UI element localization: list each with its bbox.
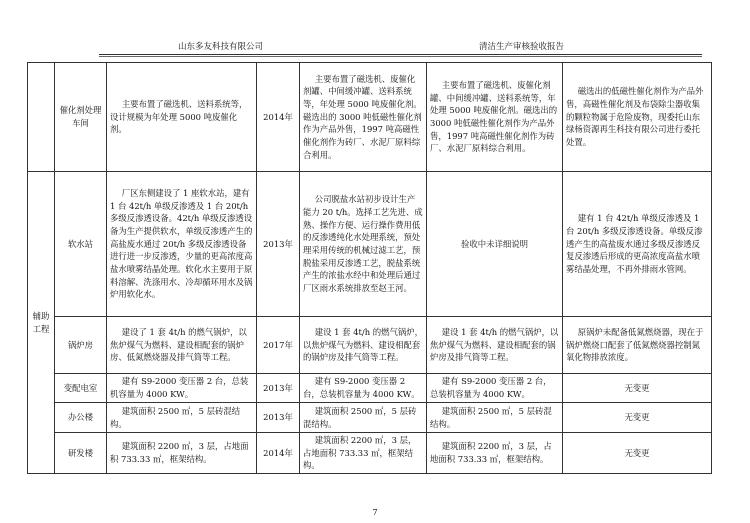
header-report-title: 清洁生产审核验收报告 [479, 42, 565, 52]
row-content: 厂区东侧建设了 1 座软水站，建有 1 台 42t/h 单级反渗透及 1 台 20t/h 多级反渗透设备。42t/h 单级反渗透设备为生产提供软水，单级反渗透产生的高盐废水通过 20t/h 多级反渗透设备进行进一步反渗透，少量的更高浓度高盐水喷雾结晶处理。软化水主要用于原料溶解、洗涤用水、冷却循环用水及锅炉用软化水。 [107, 172, 257, 317]
row-acceptance: 建有 S9-2000 变压器 2 台，总装机容量为 4000 KW。 [427, 374, 563, 403]
page-number: 7 [372, 508, 378, 517]
row-change: 磁选出的低磁性催化剂作为产品外售，高磁性催化剂及布袋除尘器收集的颗粒物属于危险废物，现委托山东绿杨资源再生科技有限公司进行委托处置。 [563, 63, 712, 172]
row-year: 2013年 [257, 403, 300, 433]
header-rule-thin [99, 56, 702, 57]
row-content: 建筑面积 2500 ㎡，5 层砖混结构。 [107, 403, 257, 433]
row-name: 研发楼 [55, 433, 107, 474]
row-content: 建筑面积 2200 ㎡，3 层，占地面积 733.33 ㎡，框架结构。 [107, 433, 257, 474]
row-acceptance: 建筑面积 2500 ㎡，5 层砖混结构。 [427, 403, 563, 433]
row-name: 催化剂处理车间 [55, 63, 107, 172]
row-audit: 公司脱盐水站初步设计生产能力 20 t/h。选择工艺先进、成熟、操作方便、运行操作费用低的反渗透纯化水处理系统，预处理采用传统的机械过滤工艺，预脱盐采用反渗透工艺，脱盐系统产生的浓盐水经中和处理后通过厂区雨水系统排放至赵王河。 [300, 172, 427, 317]
project-table [27, 62, 712, 474]
table-row [28, 374, 712, 403]
row-name: 办公楼 [55, 403, 107, 433]
row-acceptance: 建筑面积 2200 ㎡，3 层，占地面积 733.33 ㎡，框架结构。 [427, 433, 563, 474]
row-content: 主要布置了磁选机、送料系统等，设计规模为年处理 5000 吨废催化剂。 [107, 63, 257, 172]
table-row [28, 172, 712, 317]
row-year: 2013年 [257, 172, 300, 317]
row-change: 原锅炉未配备低氮燃烧器，现在于锅炉燃烧口配套了低氮燃烧器控制氮氧化物排放浓度。 [563, 317, 712, 374]
table-row [28, 433, 712, 474]
row-name: 软水站 [55, 172, 107, 317]
row-change: 无变更 [563, 403, 712, 433]
row-name: 锅炉房 [55, 317, 107, 374]
header-rule [99, 54, 702, 55]
row-year: 2017年 [257, 317, 300, 374]
category-cell-empty [28, 63, 55, 172]
row-change: 建有 1 台 42t/h 单级反渗透及 1 台 20t/h 多级反渗透设备。单级反渗透产生的高盐废水通过多级反渗透反复反渗透后形成的更高浓度高盐水喷雾结晶处理，不再外排雨水管网。 [563, 172, 712, 317]
row-audit: 建有 S9-2000 变压器 2 台，总装机容量为 4000 KW。 [300, 374, 427, 403]
row-acceptance: 验收中未详细说明 [427, 172, 563, 317]
row-change: 无变更 [563, 374, 712, 403]
table-row [28, 63, 712, 172]
row-year: 2014年 [257, 63, 300, 172]
row-content: 建有 S9-2000 变压器 2 台，总装机容量为 4000 KW。 [107, 374, 257, 403]
row-audit: 建设 1 套 4t/h 的燃气锅炉，以焦炉煤气为燃料、建设相配套的锅炉房及排气筒等工程。 [300, 317, 427, 374]
category-cell: 辅助工程 [28, 172, 55, 474]
row-acceptance: 主要布置了磁选机、废催化剂罐、中间缓冲罐、送料系统等，年处理 5000 吨废催化剂。磁选出的 3000 吨低磁性催化剂作为产品外售，1997 吨高磁性催化剂作为砖厂、水泥厂原料综合利用。 [427, 63, 563, 172]
table-row [28, 403, 712, 433]
row-content: 建设了 1 套 4t/h 的燃气锅炉，以焦炉煤气为燃料、建设相配套的锅炉房、低氮燃烧器及排气筒等工程。 [107, 317, 257, 374]
row-audit: 主要布置了磁选机、废催化剂罐、中间缓冲罐、送料系统等，年处理 5000 吨废催化剂。磁选出的 3000 吨低磁性催化剂作为产品外售，1997 吨高磁性催化剂作为砖厂、水泥厂原料综合利用。 [300, 63, 427, 172]
row-year: 2014年 [257, 433, 300, 474]
row-audit: 建筑面积 2200 ㎡，3 层，占地面积 733.33 ㎡，框架结构。 [300, 433, 427, 474]
table-row [28, 317, 712, 374]
row-audit: 建筑面积 2500 ㎡，5 层砖混结构。 [300, 403, 427, 433]
row-name: 变配电室 [55, 374, 107, 403]
header-company: 山东多友科技有限公司 [178, 42, 264, 52]
row-acceptance: 建设 1 套 4t/h 的燃气锅炉，以焦炉煤气为燃料、建设相配套的锅炉房及排气筒等工程。 [427, 317, 563, 374]
row-change: 无变更 [563, 433, 712, 474]
row-year: 2013年 [257, 374, 300, 403]
